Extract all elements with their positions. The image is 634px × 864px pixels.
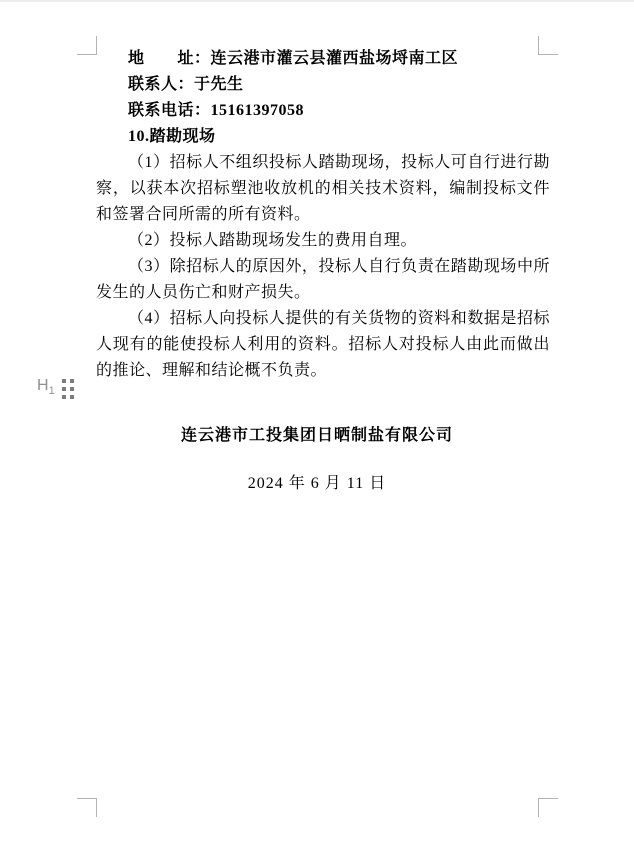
contact-person-line: 联系人：于先生 xyxy=(128,76,244,93)
contact-phone-line: 联系电话：15161397058 xyxy=(128,102,305,119)
list-item: （3）除招标人的原因外，投标人自行负责在踏勘现场中所发生的人员伤亡和财产损失。 xyxy=(96,258,550,301)
drag-handle-dot xyxy=(70,387,74,391)
drag-handle-dot xyxy=(70,395,74,399)
signature-date: 2024 年 6 月 11 日 xyxy=(247,475,387,492)
heading-level-indicator: $H_1$ xyxy=(37,377,55,398)
list-item: （2）投标人踏勘现场发生的费用自理。 xyxy=(128,232,418,249)
drag-handle-dot xyxy=(62,395,66,399)
drag-handle-icon[interactable] xyxy=(62,379,74,399)
drag-handle-dot xyxy=(62,387,66,391)
list-item: （4）招标人向投标人提供的有关货物的资料和数据是招标人现有的能使投标人利用的资料。招标人对投标人由此而做出的推论、理解和结论概不负责。 xyxy=(96,310,550,379)
address-line: 地 址：连云港市灌云县灌西盐场埒南工区 xyxy=(128,50,459,67)
margin-crop-mark-bottom-right xyxy=(538,798,558,817)
drag-handle-dot xyxy=(70,379,74,383)
block-handle[interactable] xyxy=(37,376,74,401)
margin-crop-mark-bottom-left xyxy=(77,798,97,817)
company-signature: 连云港市工投集团日晒制盐有限公司 xyxy=(180,427,453,444)
document-body xyxy=(96,46,550,384)
list-item: （1）招标人不组织投标人踏勘现场，投标人可自行进行勘察，以获本次招标塑池收放机的相关技术资料，编制投标文件和签署合同所需的所有资料。 xyxy=(96,154,550,223)
drag-handle-dot xyxy=(62,379,66,383)
section-heading: 10.踏勘现场 xyxy=(128,128,216,145)
margin-crop-mark-top-left xyxy=(77,36,97,55)
